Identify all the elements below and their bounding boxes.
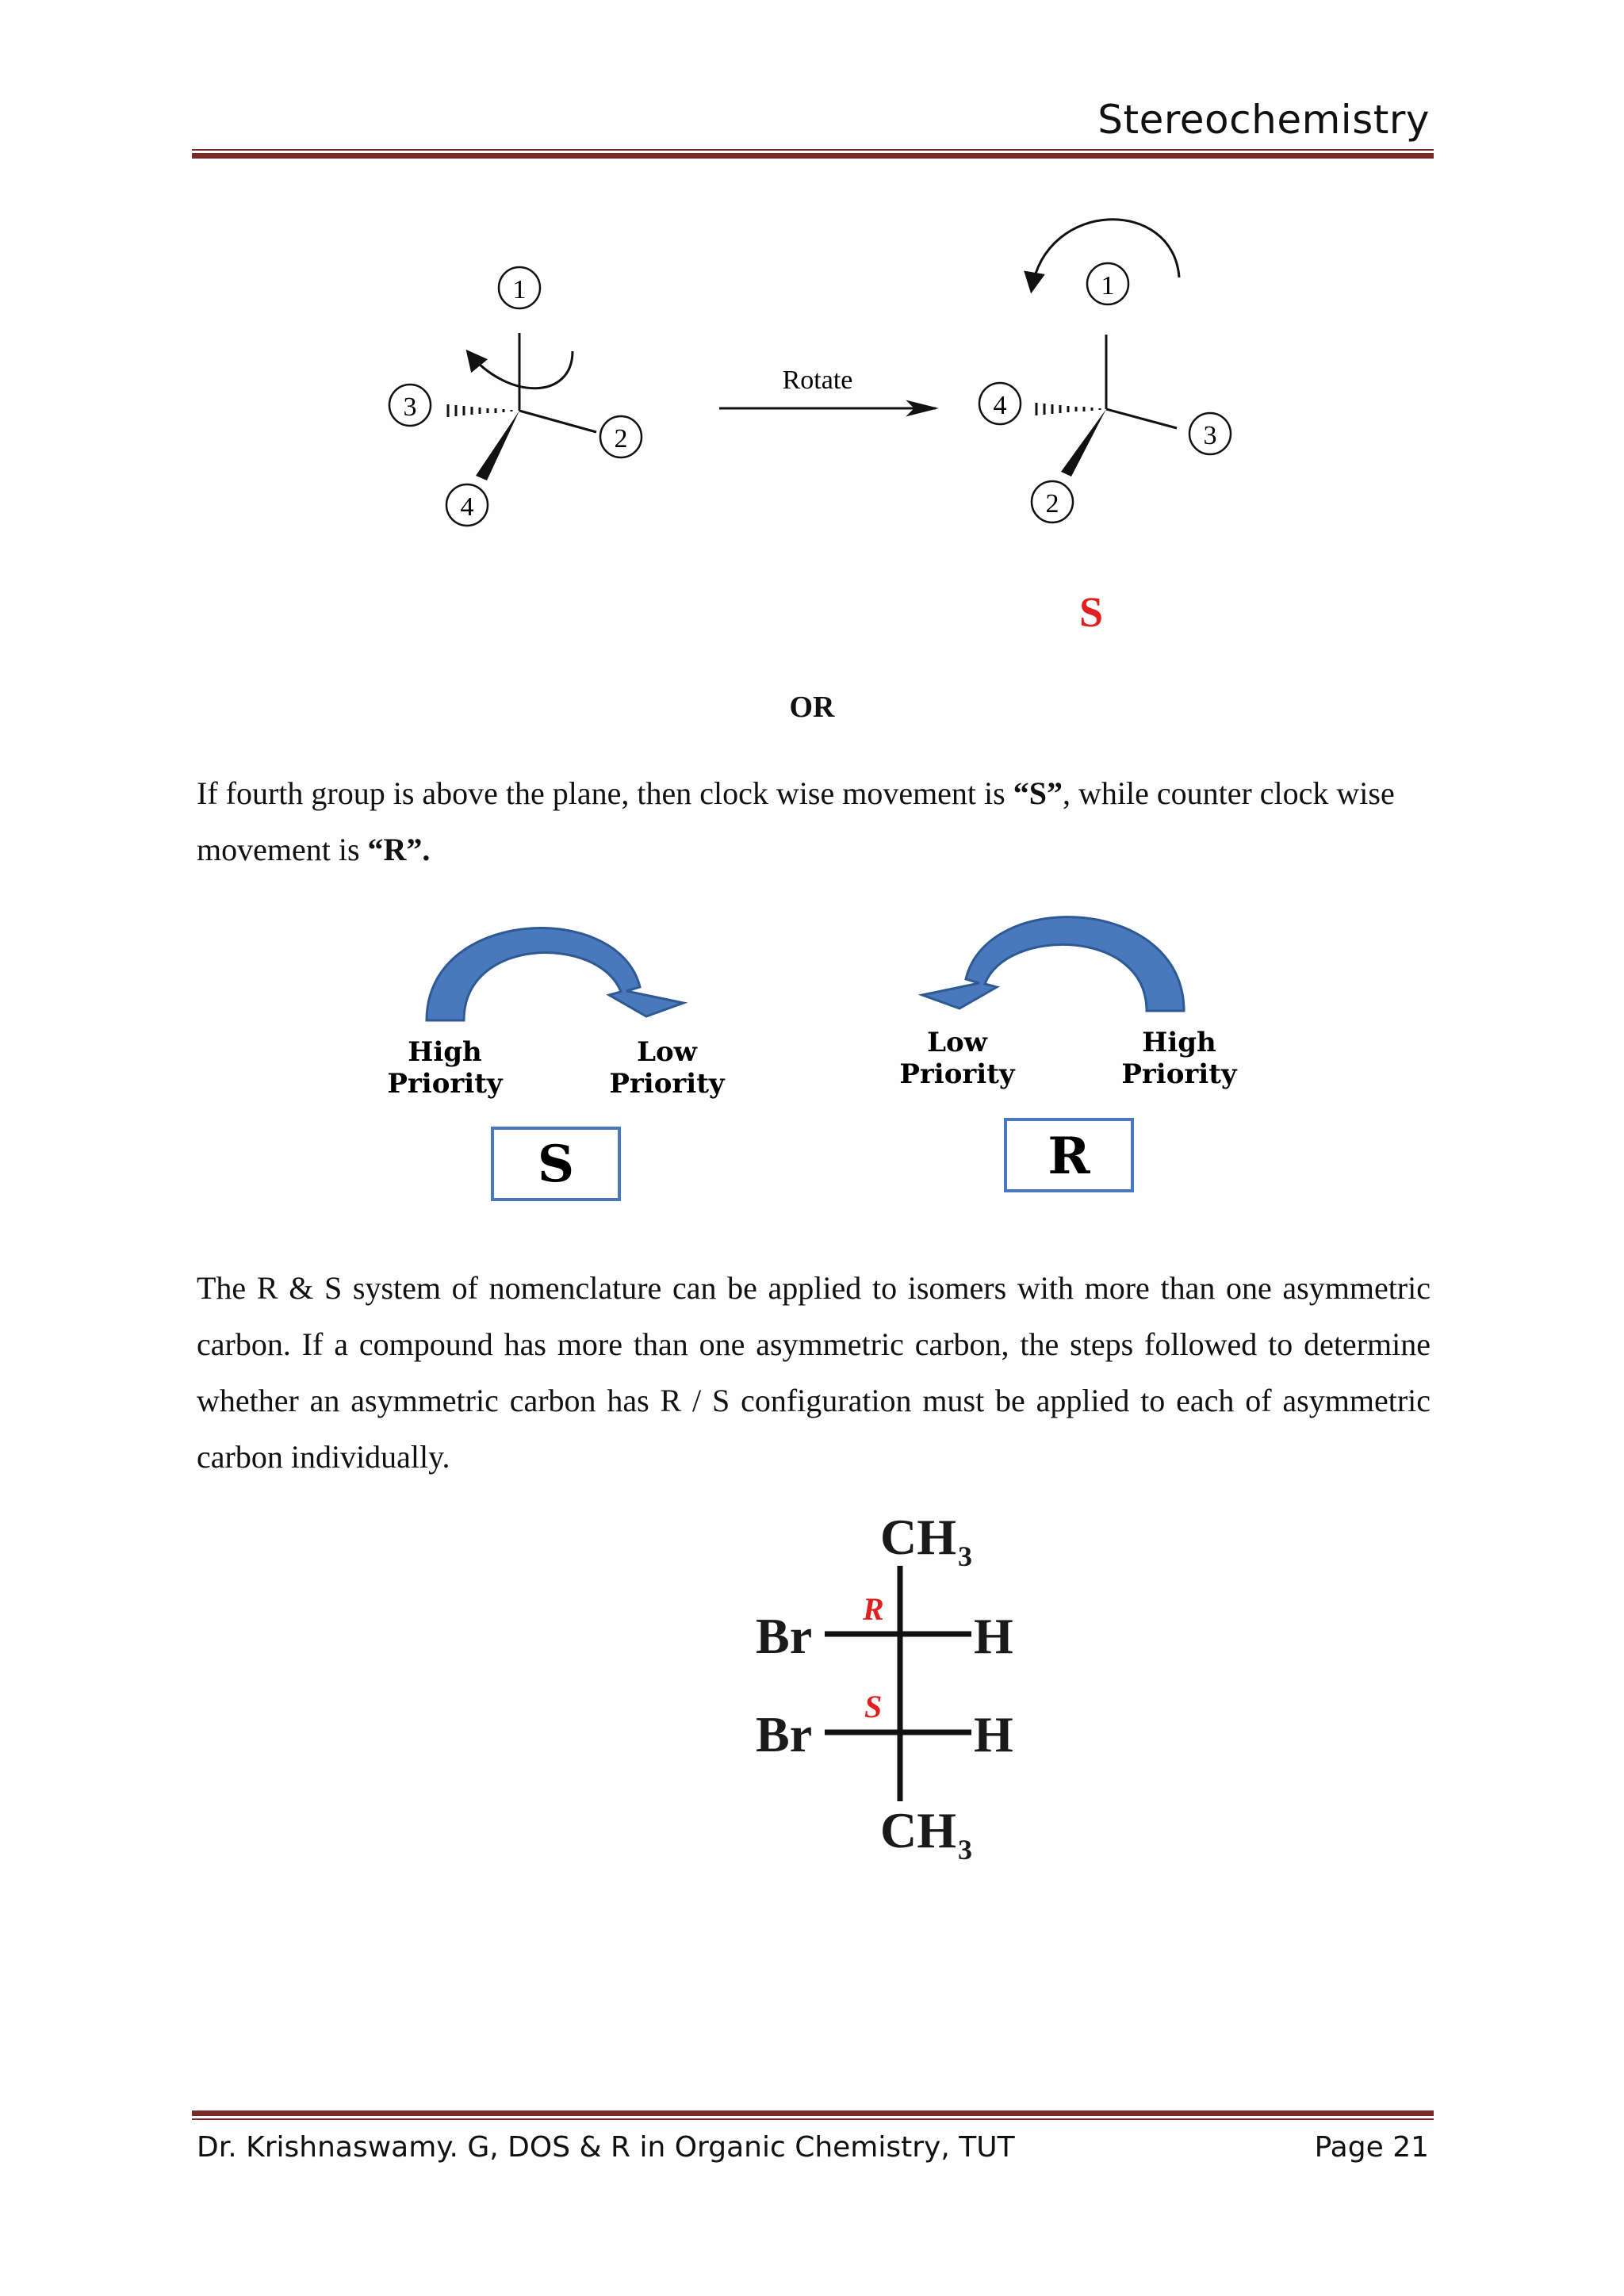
fischer-left-br-1: Br [756, 1608, 813, 1664]
right-high-priority-line2: Priority [1121, 1058, 1237, 1090]
left-low-priority-line2: Priority [609, 1068, 725, 1100]
left-high-priority-line2: Priority [387, 1068, 503, 1100]
right-low-priority-line2: Priority [899, 1058, 1015, 1090]
page-header-title: Stereochemistry [1097, 97, 1430, 143]
left-high-priority-line1: High [408, 1036, 482, 1068]
r-config-box-label: R [1048, 1127, 1090, 1186]
fischer-bottom-group [880, 1802, 972, 1866]
svg-text:3: 3 [1203, 421, 1217, 450]
fischer-config-r-label: R [863, 1591, 884, 1627]
fischer-bottom-ch: CH [880, 1802, 956, 1858]
rotation-result-label: S [1078, 588, 1104, 636]
fischer-bottom-subscript: 3 [958, 1834, 972, 1866]
svg-text:2: 2 [614, 424, 628, 453]
left-low-priority-line1: Low [637, 1036, 697, 1068]
fischer-config-s-label: S [864, 1689, 883, 1724]
svg-text:2: 2 [1045, 489, 1059, 519]
fischer-top-ch: CH [880, 1509, 956, 1565]
svg-text:3: 3 [403, 392, 417, 422]
svg-text:4: 4 [460, 492, 474, 522]
footer-rule-thick [192, 2110, 1434, 2116]
paragraph-multiple-asymmetric-carbons: The R & S system of nomenclature can be applied to isomers with more than one asymmetric carbon. If a compound has more than one asymmetric carbon, the steps followed to determine whether an asymmetric carbon has R / S configuration must be applied to each of asymmetric carbon individually. [197, 1270, 1431, 1475]
paragraph-1-bold-r: “R”. [367, 832, 431, 867]
fischer-right-h-2: H [974, 1706, 1013, 1762]
or-label: OR [789, 691, 835, 724]
fischer-top-group [880, 1509, 972, 1572]
paragraph-1-bold-s: “S” [1013, 775, 1063, 811]
footer-author: Dr. Krishnaswamy. G, DOS & R in Organic Chemistry, TUT [197, 2131, 1015, 2164]
right-low-priority-line1: Low [927, 1027, 987, 1058]
footer-rule-thin [192, 2118, 1434, 2120]
fischer-right-h-1: H [974, 1608, 1013, 1664]
paragraph-1-part-1: If fourth group is above the plane, then clock wise movement is [197, 775, 1013, 811]
fischer-left-br-2: Br [756, 1706, 813, 1762]
svg-text:1: 1 [512, 275, 527, 304]
footer-page-number: Page 21 [1314, 2131, 1429, 2164]
fischer-top-subscript: 3 [958, 1540, 972, 1572]
s-config-box-label: S [537, 1135, 575, 1194]
svg-text:4: 4 [993, 391, 1007, 420]
right-high-priority-line1: High [1142, 1027, 1216, 1058]
rotate-label: Rotate [782, 365, 853, 395]
paragraph-1-part-2: , while counter clock wise movement is [197, 775, 1395, 867]
svg-text:1: 1 [1101, 271, 1115, 300]
